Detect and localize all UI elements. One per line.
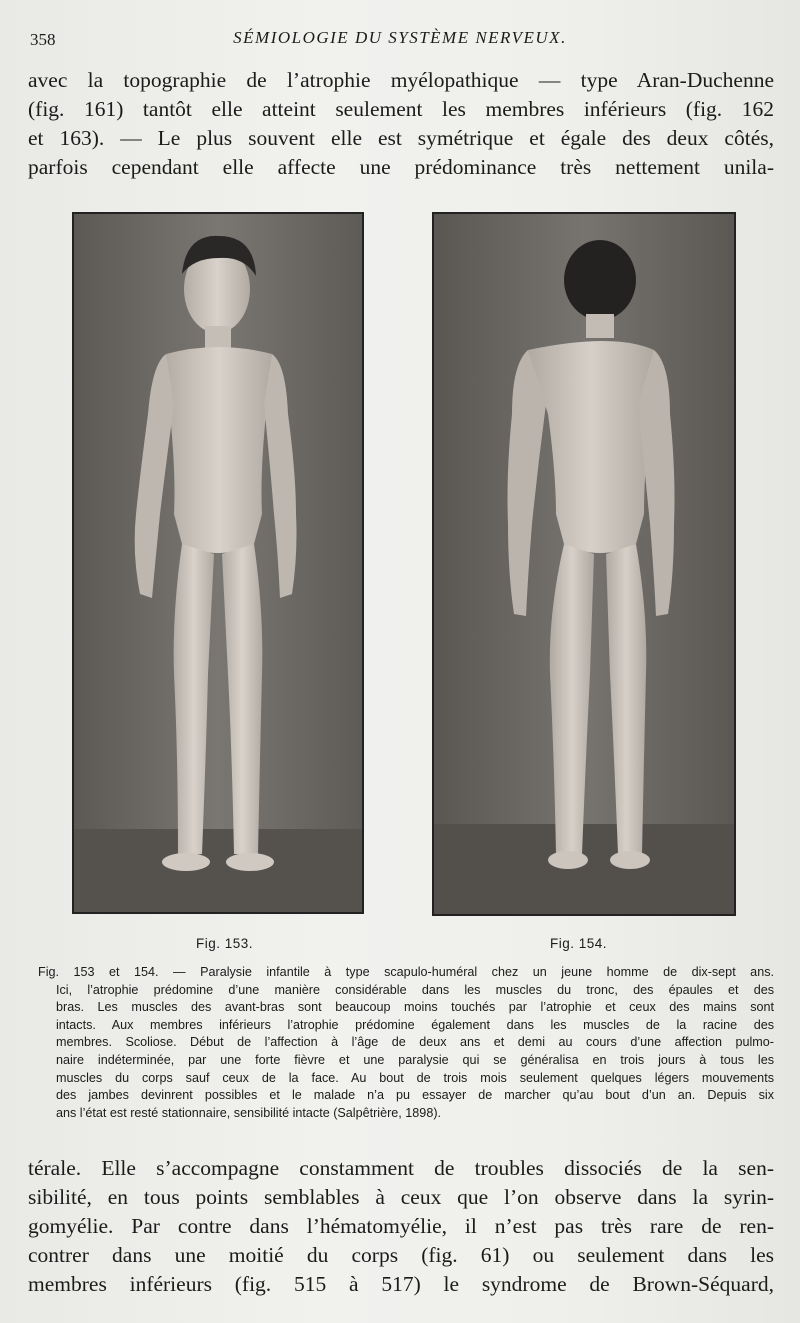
text-line: parfois cependant elle affecte une prédominance très nettement unila- <box>28 155 774 179</box>
figure-154-label: Fig. 154. <box>550 936 608 951</box>
caption-line: membres. Scoliose. Début de l’affection à l’âge de deux ans et demi au cours d’une affection pulmo- <box>56 1035 774 1050</box>
back-view-photo-image <box>434 214 734 914</box>
text-line: contrer dans une moitié du corps (fig. 61) ou seulement dans les <box>28 1243 774 1267</box>
caption-line: intacts. Aux membres inférieurs l’atrophie prédomine également dans les muscles de la racine des <box>56 1017 774 1032</box>
caption-line: Fig. 153 et 154. — Paralysie infantile à type scapulo-huméral chez un jeune homme de dix-sept ans. <box>38 965 774 979</box>
caption-line: naire indéterminée, par une forte fièvre et une paralysie qui se généralisa en trois jours à tous les <box>56 1052 774 1067</box>
caption-line: ans l’état est resté stationnaire, sensibilité intacte (Salpêtrière, 1898). <box>56 1105 442 1120</box>
figure-caption <box>38 964 774 1122</box>
text-line: et 163). — Le plus souvent elle est symétrique et égale des deux côtés, <box>28 126 774 150</box>
top-paragraph <box>28 66 774 182</box>
front-view-photo-image <box>74 214 362 912</box>
text-line: membres inférieurs (fig. 515 à 517) le syndrome de Brown-Séquard, <box>28 1272 774 1296</box>
caption-line: Ici, l’atrophie prédomine d’une manière considérable dans les muscles du tronc, des épaules et des <box>56 982 774 997</box>
page-header <box>30 28 770 52</box>
figure-153-photo <box>72 212 364 914</box>
caption-line: des jambes devinrent possibles et le malade n’a pu essayer de marcher qu’au bout d’un an. Depuis six <box>56 1088 774 1103</box>
bottom-paragraph <box>28 1154 774 1299</box>
figure-153-label: Fig. 153. <box>196 936 254 951</box>
figure-154-photo <box>432 212 736 916</box>
text-line: (fig. 161) tantôt elle atteint seulement les membres inférieurs (fig. 162 <box>28 97 774 121</box>
caption-line: bras. Les muscles des avant-bras sont beaucoup moins touchés par l’atrophie et ceux des mains sont <box>56 1000 774 1015</box>
text-line: avec la topographie de l’atrophie myélopathique — type Aran-Duchenne <box>28 68 774 92</box>
text-line: sibilité, en tous points semblables à ceux que l’on observe dans la syrin- <box>28 1185 774 1209</box>
text-line: gomyélie. Par contre dans l’hématomyélie, il n’est pas très rare de ren- <box>28 1214 774 1238</box>
page-number: 358 <box>30 30 56 49</box>
running-title: SÉMIOLOGIE DU SYSTÈME NERVEUX. <box>233 28 567 47</box>
text-line: térale. Elle s’accompagne constamment de troubles dissociés de la sen- <box>28 1156 774 1180</box>
caption-line: muscles du corps sauf ceux de la face. Au bout de trois mois seulement quelques légers mouvements <box>56 1070 774 1085</box>
